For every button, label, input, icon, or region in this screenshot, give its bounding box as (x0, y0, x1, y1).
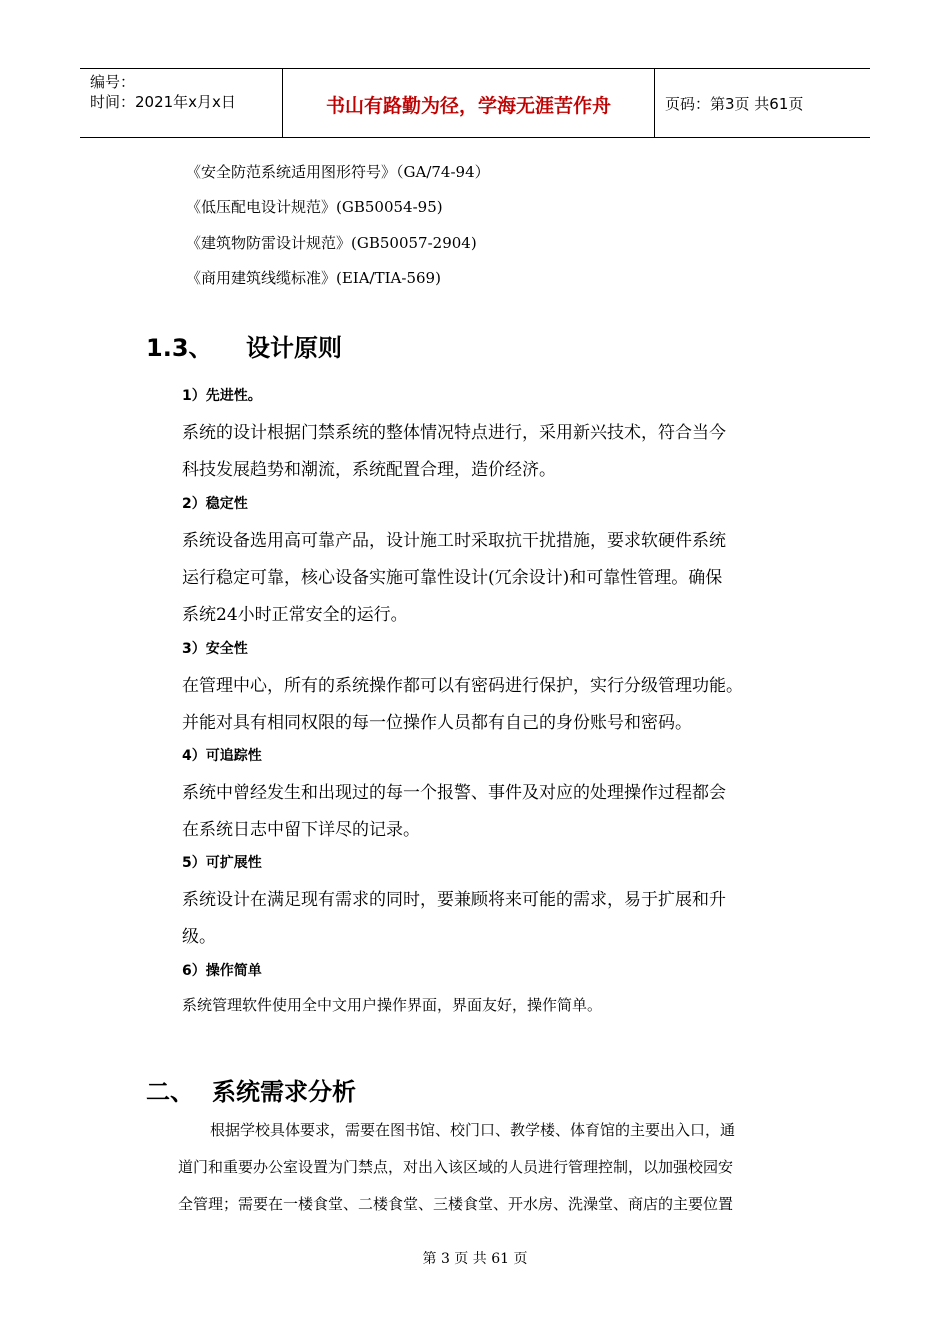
principle-text: 系统设备选用高可靠产品，设计施工时采取抗干扰措施，要求软硬件系统 (182, 531, 726, 551)
section-heading (146, 328, 342, 363)
principle-text: 系统的设计根据门禁系统的整体情况特点进行，采用新兴技术，符合当今 (182, 423, 726, 443)
body-text: 根据学校具体要求，需要在图书馆、校门口、教学楼、体育馆的主要出入口，通 (210, 1121, 736, 1139)
principle-text: 并能对具有相同权限的每一位操作人员都有自己的身份账号和密码。 (182, 713, 692, 733)
body-text: 道门和重要办公室设置为门禁点，对出入该区域的人员进行管理控制，以加强校园安 (178, 1158, 734, 1176)
reference-item: 《低压配电设计规范》(GB50054-95) (186, 198, 443, 216)
principle-text: 系统24小时正常安全的运行。 (182, 605, 408, 625)
principle-text: 级。 (182, 927, 216, 947)
principle-text: 在管理中心，所有的系统操作都可以有密码进行保护，实行分级管理功能。 (182, 676, 743, 696)
section-heading (146, 1072, 356, 1107)
principle-text: 系统管理软件使用全中文用户操作界面，界面友好，操作简单。 (182, 996, 603, 1014)
section-number: 1.3、 (146, 334, 213, 362)
date-label: 时间：2021年x月x日 (90, 93, 236, 111)
principle-heading: 6）操作简单 (182, 963, 262, 979)
header-page-cell (655, 69, 870, 137)
reference-item: 《商用建筑线缆标准》(EIA/TIA-569) (186, 269, 441, 287)
motto: 书山有路勤为径，学海无涯苦作舟 (325, 95, 611, 117)
principle-text: 运行稳定可靠，核心设备实施可靠性设计(冗余设计)和可靠性管理。确保 (182, 568, 723, 588)
header-info-cell (80, 69, 283, 137)
principle-heading: 5）可扩展性 (182, 855, 262, 871)
principle-text: 系统中曾经发生和出现过的每一个报警、事件及对应的处理操作过程都会 (182, 783, 726, 803)
number-label: 编号： (90, 73, 136, 91)
principle-text: 系统设计在满足现有需求的同时，要兼顾将来可能的需求，易于扩展和升 (182, 890, 726, 910)
body-text: 全管理；需要在一楼食堂、二楼食堂、三楼食堂、开水房、洗澡堂、商店的主要位置 (178, 1195, 734, 1213)
principle-heading: 3）安全性 (182, 641, 248, 657)
section-title: 设计原则 (246, 334, 342, 362)
reference-item: 《安全防范系统适用图形符号》（GA/74-94） (186, 163, 490, 181)
section-title: 系统需求分析 (212, 1078, 356, 1106)
principle-heading: 1）先进性。 (182, 388, 262, 404)
principle-heading: 4）可追踪性 (182, 748, 262, 764)
page-label: 页码：第3页 共61页 (665, 95, 804, 113)
document-header (80, 68, 870, 138)
principle-text: 在系统日志中留下详尽的记录。 (182, 820, 420, 840)
header-motto-cell (283, 69, 655, 137)
reference-item: 《建筑物防雷设计规范》(GB50057-2904) (186, 234, 477, 252)
page-footer: 第 3 页 共 61 页 (422, 1251, 528, 1267)
section-number: 二、 (146, 1078, 194, 1106)
principle-heading: 2）稳定性 (182, 496, 248, 512)
principle-text: 科技发展趋势和潮流，系统配置合理，造价经济。 (182, 460, 556, 480)
